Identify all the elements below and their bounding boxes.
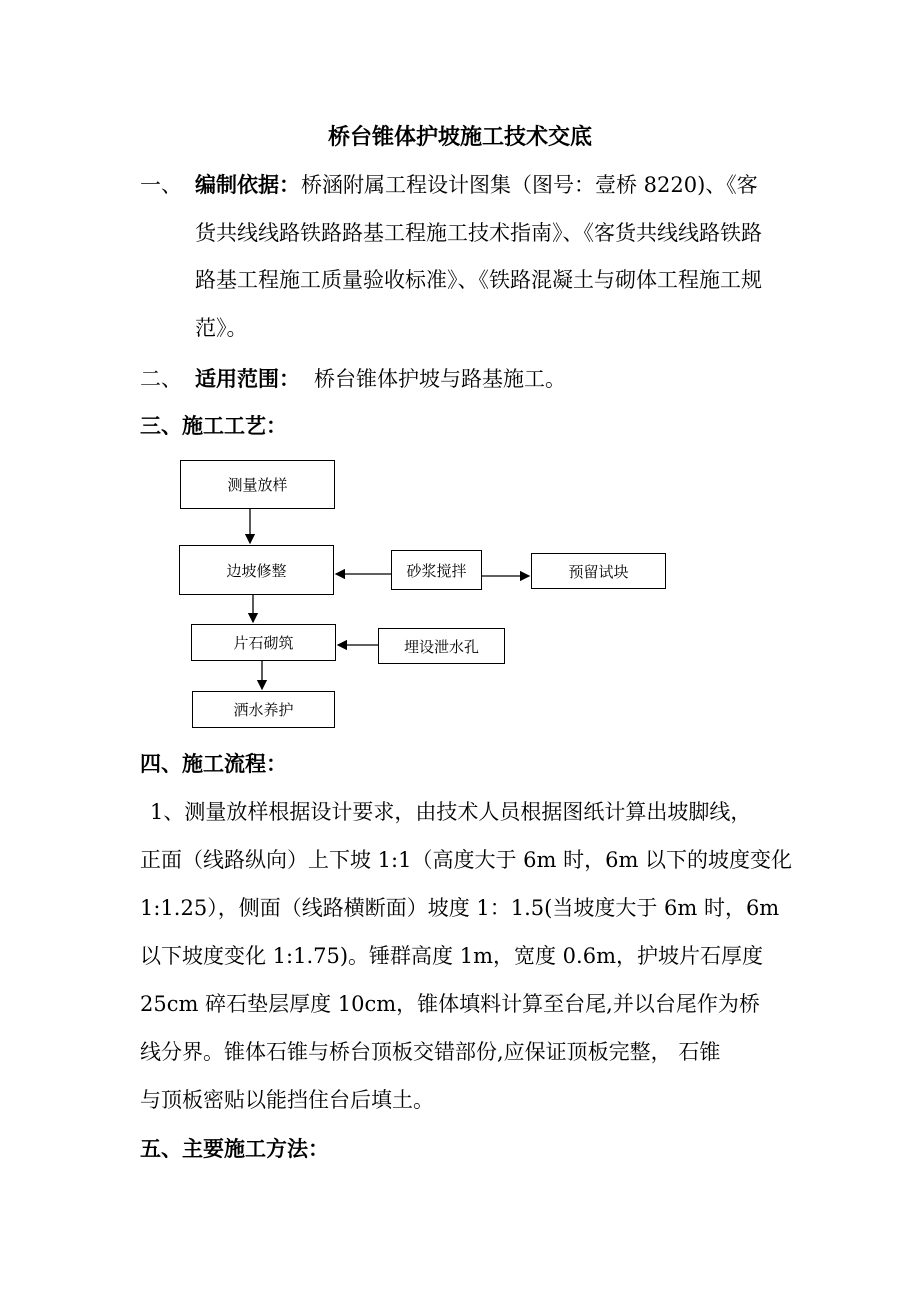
section4-line-5: 25cm 碎石垫层厚度 10cm，锥体填料计算至台尾,并以台尾作为桥 [140,992,760,1016]
flow-box-mortar-mix [391,550,482,590]
flow-box-survey-label: 测量放样 [227,476,288,494]
flow-box-water-curing-label: 洒水养护 [233,701,294,719]
flow-box-water-curing [192,691,335,728]
section4-line-7: 与顶板密贴以能挡住台后填土。 [140,1088,434,1112]
section4-line-1: 1、测量放样根据设计要求，由技术人员根据图纸计算出坡脚线， [150,800,752,824]
section2-text: 桥台锥体护坡与路基施工。 [314,367,566,391]
section2-number: 二、 [140,367,182,391]
section3-heading: 三、施工工艺： [140,414,287,438]
section1-number: 一、 [140,173,182,197]
flow-box-drain-holes-label: 埋设泄水孔 [403,637,479,656]
section4-heading: 四、施工流程： [140,752,287,776]
section1-line-4: 范》。 [195,316,248,340]
section1-line-2: 货共线线路铁路路基工程施工技术指南》、《客货共线线路铁路 [195,221,762,245]
section5-heading: 五、主要施工方法： [140,1137,329,1161]
section2-label: 适用范围： [195,367,300,391]
section4-line-4: 以下坡度变化 1:1.75)。锤群高度 1m，宽度 0.6m，护坡片石厚度 [140,944,763,968]
section1-line-1: 桥涵附属工程设计图集（图号：壹桥 8220)、《客 [301,173,758,197]
flow-box-reserve-sample [531,553,666,589]
section4-line-6: 线分界。锥体石锥与桥台顶板交错部份,应保证顶板完整， 石锥 [140,1040,721,1064]
flow-box-rubble-masonry [191,624,336,661]
section4-line-2: 正面（线路纵向）上下坡 1:1（高度大于 6m 时，6m 以下的坡度变化 [140,848,793,872]
flow-box-slope-trim-label: 边坡修整 [226,561,287,580]
section1-line-3: 路基工程施工质量验收标准》、《铁路混凝土与砌体工程施工规 [195,268,762,292]
section4-line-3: 1:1.25），侧面（线路横断面）坡度 1：1.5(当坡度大于 6m 时，6m [140,896,780,920]
flow-box-rubble-masonry-label: 片石砌筑 [233,634,294,652]
flow-box-reserve-sample-label: 预留试块 [568,562,629,581]
flow-box-slope-trim [179,545,334,595]
flow-box-mortar-mix-label: 砂浆搅拌 [406,561,467,580]
flow-box-survey [180,460,335,509]
flow-box-drain-holes [378,628,505,664]
page-title: 桥台锥体护坡施工技术交底 [327,125,592,150]
section1-label: 编制依据： [195,173,300,197]
